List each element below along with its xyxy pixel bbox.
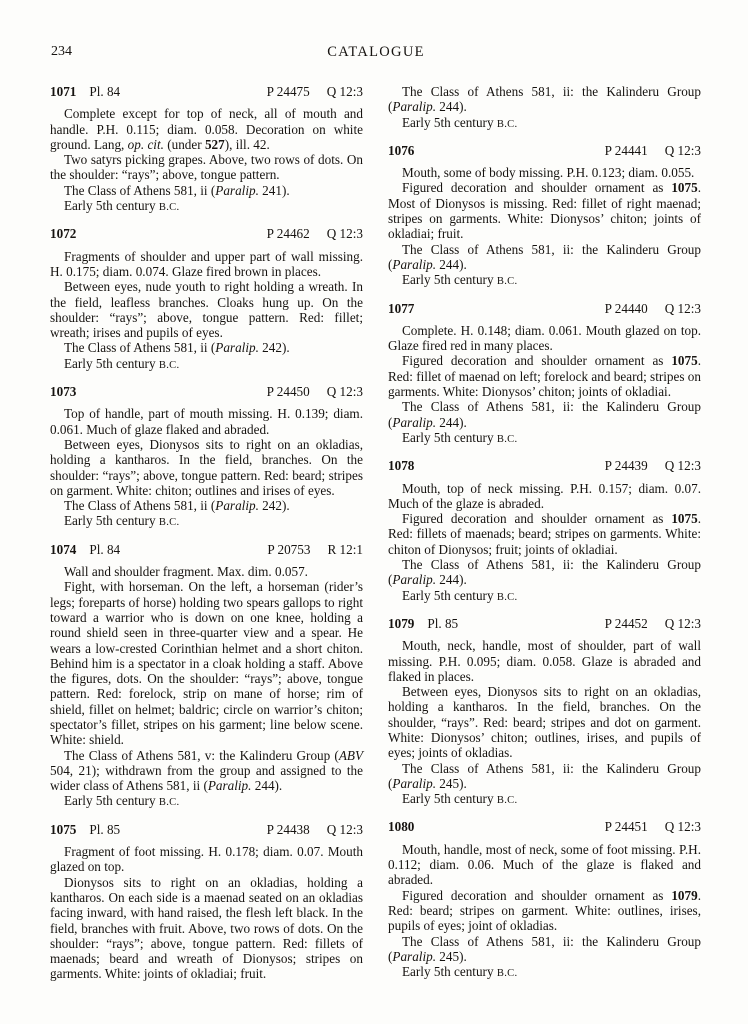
grid-reference: Q 12:3 [326, 226, 363, 242]
column-left [50, 84, 363, 982]
grid-reference: Q 12:3 [326, 821, 363, 837]
entry-header-left [388, 616, 458, 631]
paragraph: Early 5th century B.C. [64, 198, 180, 214]
entry-header-1075 [50, 822, 363, 837]
paragraph: Mouth, handle, most of neck, some of foot missing. P.H. 0.112; diam. 0.06. Much of the glaze is flaked and abraded. [388, 841, 701, 888]
paragraph: Mouth, some of body missing. P.H. 0.123; diam. 0.055. [402, 165, 695, 181]
entry-number: 1075 [50, 821, 77, 837]
entry-header-left [388, 143, 414, 158]
paragraph: Early 5th century B.C. [64, 513, 180, 529]
entry-header-right [605, 143, 701, 158]
grid-reference: Q 12:3 [664, 300, 701, 316]
paragraph: Fragments of shoulder and upper part of wall missing. H. 0.175; diam. 0.074. Glaze fired brown in places. [50, 248, 363, 279]
paragraph: Mouth, top of neck missing. P.H. 0.157; diam. 0.07. Much of the glaze is abraded. [388, 480, 701, 511]
entry-number: 1074 [50, 541, 77, 557]
entry-number: 1077 [388, 300, 415, 316]
entry-header-left [50, 822, 120, 837]
entry-header-1073 [50, 384, 363, 399]
paragraph: Two satyrs picking grapes. Above, two rows of dots. On the shoulder: “rays”; above, tongue pattern. [50, 152, 363, 183]
page-header [50, 44, 702, 61]
paragraph: Between eyes, Dionysos sits to right on an okladias, holding a kantharos. In the field, branches. On the shoulder, “rays”. Red: beard; stripes and dot on garment. White: Dionysos’ chiton; outlines, irises, and pupils of eyes; joints of okladias. [388, 684, 701, 761]
entry-header-left [388, 458, 414, 473]
inventory-number: P 24451 [604, 819, 648, 835]
paragraph: Between eyes, nude youth to right holding a wreath. In the field, leafless branches. Cloaks hung up. On the shoulder: “rays”; above, tongue pattern. Red: fillet; wreath; irises and pupils of eyes. [50, 279, 363, 341]
paragraph: The Class of Athens 581, ii (Paralip. 242). [64, 498, 290, 514]
text-segment-b: 1075 [671, 180, 698, 196]
inventory-number: P 24439 [604, 458, 648, 474]
text-segment-b: 527 [204, 136, 225, 152]
text-segment-i: Paralip. [392, 414, 436, 430]
inventory-number: P 24475 [266, 84, 310, 99]
inventory-number: P 24438 [266, 821, 310, 837]
entry-header-1077 [388, 301, 701, 316]
text-segment-sc: B.C. [158, 359, 180, 371]
paragraph: The Class of Athens 581, ii (Paralip. 241). [64, 182, 290, 198]
text-segment-i: Paralip. [392, 99, 436, 115]
grid-reference: Q 12:3 [326, 84, 363, 99]
paragraph: Early 5th century B.C. [402, 587, 518, 603]
paragraph: Fight, with horseman. On the left, a horseman (rider’s legs; foreparts of horse) holding two spears gallops to right toward a warrior who is down on one knee, holding a round shield seen in three-quarter view and a spear. He wears a low-crested Corinthian helmet and a short chiton. Behind him is a spectator in a cloak holding a staff. Above the figures, dots. On the shoulder: “rays”; above, tongue pattern. Red: forelock, strip on mane of horse; rim of shield, fillet on helmet; baldric; circle on warrior’s chiton; spectator’s fillet, stripes on his garment; line below scene. White: shield. [50, 579, 363, 748]
column-right [388, 84, 701, 982]
paragraph: Complete except for top of neck, all of mouth and handle. P.H. 0.115; diam. 0.058. Decoration on white ground. Lang, op. cit. (under 527), ill. 42. [50, 106, 363, 152]
text-segment-sc: B.C. [158, 202, 180, 214]
entry-header-left [388, 301, 414, 316]
entry-header-1080 [388, 819, 701, 834]
paragraph: Complete. H. 0.148; diam. 0.061. Mouth glazed on top. Glaze fired red in many places. [388, 322, 701, 354]
text-segment-i: op. cit. [127, 136, 164, 152]
text-columns [50, 84, 702, 982]
entry-header-left [50, 384, 76, 399]
paragraph: The Class of Athens 581, v: the Kalinderu Group (ABV 504, 21); withdrawn from the group and assigned to the wider class of Athens 581, ii (Paralip. 244). [50, 747, 363, 794]
plate-reference: Pl. 85 [89, 821, 121, 837]
entry-header-left [388, 819, 414, 834]
grid-reference: Q 12:3 [664, 615, 701, 631]
entry-header-left [50, 542, 120, 557]
paragraph: Top of handle, part of mouth missing. H. 0.139; diam. 0.061. Much of glaze flaked and abraded. [50, 406, 363, 437]
inventory-number: P 20753 [267, 541, 311, 557]
inventory-number: P 24440 [604, 300, 648, 316]
entry-header-right [267, 384, 363, 399]
entry-header-left [50, 226, 76, 241]
paragraph: The Class of Athens 581, ii: the Kalinderu Group (Paralip. 244). [388, 84, 701, 115]
paragraph: The Class of Athens 581, ii: the Kalinderu Group (Paralip. 245). [388, 760, 701, 791]
inventory-number: P 24450 [266, 384, 310, 400]
text-segment-i: Paralip. [207, 778, 252, 794]
text-segment-i: ABV [338, 747, 363, 763]
entry-header-right [267, 822, 363, 837]
paragraph: Early 5th century B.C. [64, 355, 180, 371]
text-segment-sc: B.C. [496, 591, 518, 603]
entry-header-right [267, 226, 363, 241]
text-segment-sc: B.C. [496, 795, 518, 807]
paragraph: Early 5th century B.C. [402, 114, 518, 130]
inventory-number: P 24452 [604, 615, 648, 631]
grid-reference: R 12:1 [327, 541, 363, 557]
grid-reference: Q 12:3 [664, 458, 701, 474]
entry-header-1076 [388, 143, 701, 158]
entry-header-right [267, 84, 363, 99]
entry-number: 1073 [50, 384, 77, 400]
entry-header-right [605, 819, 701, 834]
text-segment-b: 1079 [671, 887, 698, 903]
text-segment-b: 1075 [671, 353, 698, 369]
text-segment-sc: B.C. [496, 118, 518, 130]
entry-header-1071 [50, 84, 363, 99]
entry-header-right [605, 616, 701, 631]
paragraph: Early 5th century B.C. [402, 964, 518, 980]
entry-header-right [267, 542, 363, 557]
plate-reference: Pl. 84 [89, 84, 121, 99]
paragraph: The Class of Athens 581, ii: the Kalinderu Group (Paralip. 244). [388, 241, 701, 272]
entry-number: 1076 [388, 142, 415, 158]
text-segment-sc: B.C. [496, 968, 518, 980]
entry-header-right [605, 458, 701, 473]
text-segment-i: Paralip. [392, 572, 436, 588]
entry-header-left [50, 84, 120, 99]
entry-number: 1072 [50, 226, 77, 242]
entry-header-1074 [50, 542, 363, 557]
text-segment-i: Paralip. [215, 498, 259, 514]
entry-number: 1080 [388, 819, 415, 835]
paragraph: Fragment of foot missing. H. 0.178; diam. 0.07. Mouth glazed on top. [50, 844, 363, 875]
plate-reference: Pl. 84 [89, 541, 121, 557]
paragraph: Figured decoration and shoulder ornament as 1075. Most of Dionysos is missing. Red: fillet of right maenad; stripes on garments. White: Dionysos’ chiton; joints of okladiai; fruit. [388, 180, 701, 242]
entry-header-1078 [388, 458, 701, 473]
grid-reference: Q 12:3 [664, 142, 701, 158]
entry-header-1079 [388, 616, 701, 631]
paragraph: Figured decoration and shoulder ornament as 1079. Red: beard; stripes on garment. White: outlines, irises, pupils of eyes; joint of okladias. [388, 887, 701, 934]
text-segment-i: Paralip. [392, 948, 436, 964]
page-number: 234 [51, 44, 72, 59]
paragraph: Wall and shoulder fragment. Max. dim. 0.057. [64, 564, 308, 580]
paragraph: Early 5th century B.C. [402, 272, 518, 288]
text-segment-sc: B.C. [158, 797, 180, 809]
text-segment-i: Paralip. [215, 340, 259, 356]
paragraph: Early 5th century B.C. [402, 791, 518, 807]
entry-header-right [605, 301, 701, 316]
entry-header-1072 [50, 226, 363, 241]
text-segment-i: Paralip. [215, 182, 259, 198]
grid-reference: Q 12:3 [326, 384, 363, 400]
paragraph: The Class of Athens 581, ii (Paralip. 242). [64, 340, 290, 356]
paragraph: The Class of Athens 581, ii: the Kalinderu Group (Paralip. 245). [388, 933, 701, 964]
inventory-number: P 24441 [604, 142, 648, 158]
paragraph: Mouth, neck, handle, most of shoulder, part of wall missing. P.H. 0.095; diam. 0.058. Glaze is abraded and flaked in places. [388, 638, 701, 684]
text-segment-sc: B.C. [496, 276, 518, 288]
paragraph: Between eyes, Dionysos sits to right on an okladias, holding a kantharos. In the field, branches. On the shoulder: “rays”; above, tongue pattern. Red: beard; stripes on garment. White: chiton; outlines and irises of eyes. [50, 436, 363, 498]
text-segment-sc: B.C. [158, 517, 180, 529]
text-segment-i: Paralip. [392, 775, 436, 791]
paragraph: Early 5th century B.C. [64, 793, 180, 809]
paragraph: Figured decoration and shoulder ornament as 1075. Red: fillets of maenads; beard; stripes on garments. White: chiton of Dionysos; fruit; joints of okladiai. [388, 511, 701, 557]
entry-number: 1078 [388, 458, 415, 474]
text-segment-i: Paralip. [392, 256, 436, 272]
inventory-number: P 24462 [266, 226, 310, 242]
paragraph: Figured decoration and shoulder ornament as 1075. Red: fillet of maenad on left; forelock and beard; stripes on garments. White: Dionysos’ chiton; joints of okladiai. [388, 353, 701, 400]
page-title: CATALOGUE [327, 44, 425, 60]
paragraph: The Class of Athens 581, ii: the Kalinderu Group (Paralip. 244). [388, 399, 701, 430]
text-segment-sc: B.C. [496, 433, 518, 445]
entry-number: 1079 [388, 615, 415, 631]
paragraph: The Class of Athens 581, ii: the Kalinderu Group (Paralip. 244). [388, 557, 701, 588]
plate-reference: Pl. 85 [427, 615, 459, 631]
text-segment-b: 1075 [671, 511, 698, 527]
entry-number: 1071 [50, 84, 77, 99]
grid-reference: Q 12:3 [664, 819, 701, 835]
paragraph: Early 5th century B.C. [402, 429, 518, 445]
paragraph: Dionysos sits to right on an okladias, holding a kantharos. On each side is a maenad seated on an okladias facing inward, with hand raised, the flesh left black. In the field, branches with fruit. Above, two rows of dots. On the shoulder: “rays”; above, tongue pattern. Red: fillets of maenads; beard and wreath of Dionysos; stripes on garments. White: joints of okladiai; fruit. [50, 874, 363, 982]
